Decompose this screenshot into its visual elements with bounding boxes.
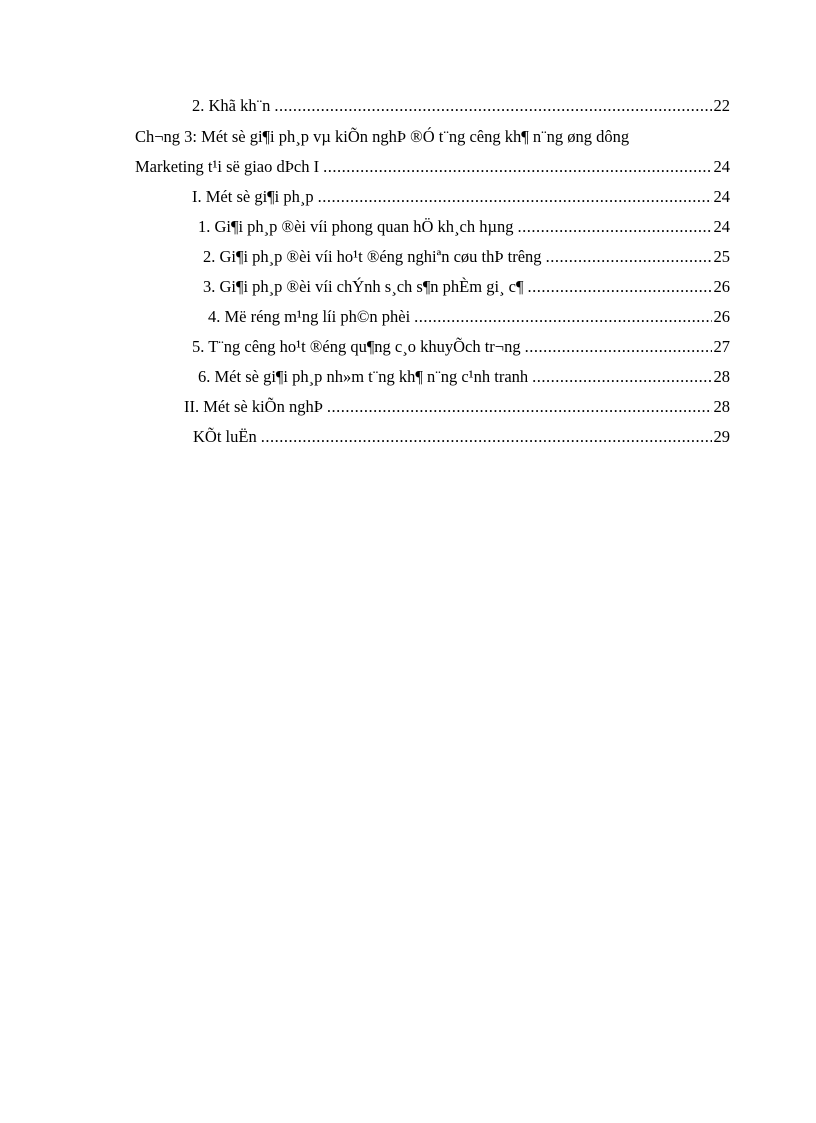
toc-page-number: 25 xyxy=(713,247,730,266)
toc-entry xyxy=(203,246,730,268)
toc-entry xyxy=(184,396,730,418)
toc-entry-title: Marketing t¹i së giao dÞch I xyxy=(135,157,320,176)
toc-entry-title: 4. Më réng m¹ng líi ph©n phèi xyxy=(208,307,411,326)
toc-leader-dots xyxy=(527,276,711,298)
toc-entry-title: KÕt luËn xyxy=(193,427,257,446)
toc-leader-dots xyxy=(327,396,712,418)
toc-entry-title: 2. Khã kh¨n xyxy=(192,96,271,115)
toc-page-number: 29 xyxy=(713,427,730,446)
toc-entry-title: 1. Gi¶i ph¸p ®èi víi phong quan hÖ kh¸ch hµng xyxy=(198,217,514,236)
toc-leader-dots xyxy=(274,95,711,117)
toc-page-number: 28 xyxy=(713,397,730,416)
toc-page-number: 24 xyxy=(713,217,730,236)
toc-entry xyxy=(192,95,730,117)
toc-entry-title: 2. Gi¶i ph¸p ®èi víi ho¹t ®éng nghiªn cøu thÞ trêng xyxy=(203,247,542,266)
toc-entry-title: 3. Gi¶i ph¸p ®èi víi chÝnh s¸ch s¶n phÈm gi¸ c¶ xyxy=(203,277,524,296)
toc-entry xyxy=(208,306,730,328)
toc-leader-dots xyxy=(546,246,712,268)
toc-entry xyxy=(135,156,730,178)
toc-leader-dots xyxy=(517,216,711,238)
toc-entry xyxy=(192,336,730,358)
toc-entry-title: 5. T¨ng cêng ho¹t ®éng qu¶ng c¸o khuyÕch tr¬ng xyxy=(192,337,521,356)
toc-entry xyxy=(198,366,730,388)
toc-entry-title: 6. Mét sè gi¶i ph¸p nh»m t¨ng kh¶ n¨ng c¹nh tranh xyxy=(198,367,529,386)
toc-page-number: 28 xyxy=(713,367,730,386)
toc-entry xyxy=(203,276,730,298)
toc-page-number: 24 xyxy=(713,187,730,206)
toc-page-number: 27 xyxy=(713,337,730,356)
toc-page-number: 24 xyxy=(713,157,730,176)
toc-leader-dots xyxy=(318,186,712,208)
toc-leader-dots xyxy=(525,336,712,358)
toc-page-number: 26 xyxy=(713,277,730,296)
toc-entry xyxy=(193,426,730,448)
toc-entry xyxy=(198,216,730,238)
toc-entry xyxy=(192,186,730,208)
toc-entry-title: I. Mét sè gi¶i ph¸p xyxy=(192,187,314,206)
toc-entry-title: II. Mét sè kiÕn nghÞ xyxy=(184,397,323,416)
toc-leader-dots xyxy=(261,426,712,448)
toc-leader-dots xyxy=(323,156,711,178)
toc-page-number: 26 xyxy=(713,307,730,326)
toc-page-number: 22 xyxy=(713,96,730,115)
toc-leader-dots xyxy=(414,306,711,328)
toc-leader-dots xyxy=(532,366,711,388)
toc-chapter-title: Ch¬ng 3: Mét sè gi¶i ph¸p vµ kiÕn nghÞ ®Ó t¨ng cêng kh¶ n¨ng øng dông xyxy=(135,127,630,146)
